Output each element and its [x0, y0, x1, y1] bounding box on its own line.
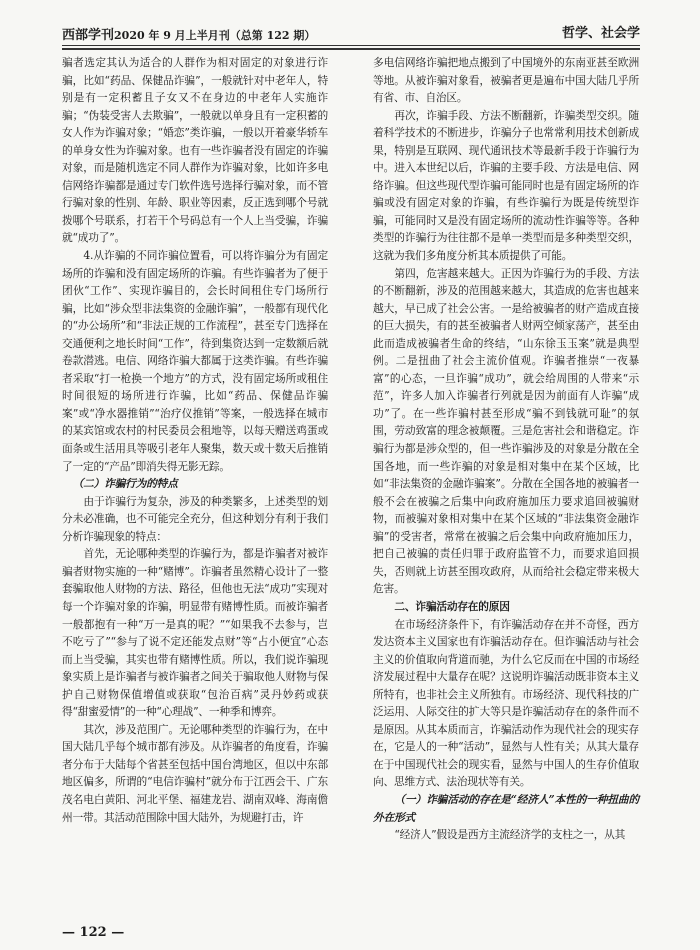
paragraph: 由于诈骗行为复杂，涉及的种类繁多，上述类型的划分未必准确，也不可能完全充分，但这种划分有利于我们分析诈骗现象的特点： — [62, 494, 328, 543]
subsection-heading: （二）诈骗行为的特点 — [72, 477, 178, 491]
paragraph: “经济人”假设是西方主流经济学的支柱之一，从其 — [394, 828, 626, 842]
paragraph: 在市场经济条件下，有诈骗活动存在并不奇怪，西方发达资本主义国家也有诈骗活动存在。但诈骗活动与社会主义的价值取向背道而驰，为什么它反而在中国的市场经济发展过程中大量存在呢？这说明诈骗活动既非资本主义所特有，也非社会主义所独有。市场经济、现代科技的广泛运用、人际交往的扩大等只是诈骗活动存在的条件而不是原因。从其本质而言，诈骗活动作为现代社会的现实存在，它是人的一种“活动”，显然与人性有关；从其大量存在于中国现代社会的现实看，显然与中国人的生存价值取向、思维方式、法治现状等有关。 — [373, 617, 639, 789]
journal-info — [62, 24, 315, 43]
journal-name: 西部学刊 — [62, 28, 115, 43]
left-column — [62, 54, 328, 826]
page-number: — 122 — — [62, 925, 125, 940]
section-name: 哲学、社会学 — [561, 26, 640, 41]
subsection-heading: （一）诈骗活动的存在是“经济人”本性的一种扭曲的外在形式 — [373, 792, 639, 824]
paragraph: 骗者选定其认为适合的人群作为相对固定的对象进行诈骗，比如“药品、保健品诈骗”，一般就针对中老年人，特别是有一定积蓄且子女又不在身边的中老年人实施诈骗；“伪装受害人去欺骗”，一般就以单身且有一定积蓄的女人作为诈骗对象；“婚恋”类诈骗，一般以开着豪华轿车的单身女性为诈骗对象。也有一些诈骗者没有固定的诈骗对象，而是随机选定不同人群作为诈骗对象，比如许多电信网络诈骗都是通过专门软件选号选择行骗对象，而不管行骗对象的性别、年龄、职业等因素，反正选到哪个号就拨哪个号联系，打若干个号码总有一个人上当受骗，诈骗就“成功了”。 — [62, 56, 328, 245]
paragraph: 多电信网络诈骗把地点搬到了中国境外的东南亚甚至欧洲等地。从被诈骗对象看，被骗者更是遍布中国大陆几乎所有省、市、自治区。 — [373, 56, 639, 105]
header-rule-thick — [62, 48, 640, 50]
paragraph: 其次，涉及范围广。无论哪种类型的诈骗行为，在中国大陆几乎每个城市都有涉及。从诈骗者的角度看，诈骗者分布于大陆每个省甚至包括中国台湾地区，但以中东部地区偏多，所谓的“电信诈骗村”就分布于江西会干、广东茂名电白黄阳、河北平堡、福建龙岩、湖南双峰、海南儋州一带。其活动范围除中国大陆外，为规避打击，许 — [62, 722, 328, 824]
right-column — [373, 54, 639, 844]
section-heading: 二、诈骗活动存在的原因 — [394, 599, 510, 613]
issue-info: 2020 年 9 月上半月刊（总第 122 期） — [114, 29, 316, 42]
paragraph: 4.从诈骗的不同诈骗位置看，可以将诈骗分为有固定场所的诈骗和没有固定场所的诈骗。有些诈骗者为了便于团伙“工作”、实现诈骗目的，会长时间租住专门场所行骗，比如“涉众型非法集资的金融诈骗”，一般都有现代化的“办公场所”和“非法正规的工作流程”，甚至专门选择在交通便利之地长时间“工作”，待到集资达到一定数额后就卷款潜逃。电信、网络诈骗大都属于这类诈骗。有些诈骗者采取“打一枪换一个地方”的方式，没有固定场所或租住时间很短的场所进行诈骗，比如“药品、保健品诈骗案”或“净水器推销”“治疗仪推销”等案，一般选择在城市的某宾馆或农村的村民委员会租地等，以每天赠送鸡蛋或面条或生活用具等吸引老年人聚集，数天或十数天后推销了一定的“产品”即消失得无影无踪。 — [62, 249, 328, 473]
paragraph: 第四，危害越来越大。正因为诈骗行为的手段、方法的不断翻新，涉及的范围越来越大，其造成的危害也越来越大，早已成了社会公害。一是给被骗者的财产造成直接的巨大损失，有的甚至被骗者人财两空倾家荡产，甚至由此而造成被骗者生命的终结，“山东徐玉玉案”就是典型例。二是扭曲了社会主流价值观。诈骗者推崇“一夜暴富”的心态，一旦诈骗“成功”，就会给周围的人带来“示范”，许多人加入诈骗者行列就是因为前面有人诈骗“成功”了。在一些诈骗村甚至形成“骗不到钱就可耻”的氛围，劳动致富的理念被颠覆。三是危害社会和谐稳定。诈骗行为都是涉众型的，但一些诈骗涉及的对象是分散在全国各地，而一些诈骗的对象是相对集中在某个区域，比如“非法集资的金融诈骗案”。分散在全国各地的被骗者一般不会在被骗之后集中向政府施加压力要求追回被骗财物，而被骗对象相对集中在某个区域的“非法集资金融诈骗”的受害者，常常在被骗之后会集中向政府施加压力，把自己被骗的责任归罪于政府监管不力，而要求追回损失，否则就上访甚至围攻政府，从而给社会稳定带来极大危害。 — [373, 266, 639, 596]
paragraph: 首先，无论哪种类型的诈骗行为，都是诈骗者对被诈骗者财物实施的一种“赌博”。诈骗者虽然精心设计了一整套骗取他人财物的方法、路径，但他也无法“成功”实现对每一个诈骗对象的诈骗，明显带有赌博性质。而被诈骗者一般都抱有一种“万一是真的呢？”“如果我不去参与，岂不吃亏了”“参与了说不定还能发点财”等“占小便宜”心态而上当受骗，其实也带有赌博性质。所以，我们说诈骗现象实质上是诈骗者与被诈骗者之间关于骗取他人财物与保护自己财物保值增值或获取“包治百病”灵丹妙药或获得“甜蜜爱情”的一种“心理战”、一种季和博弈。 — [62, 547, 328, 719]
header-rule — [62, 45, 640, 46]
running-header — [62, 20, 640, 42]
paragraph: 再次，诈骗手段、方法不断翻新，诈骗类型交织。随着科学技术的不断进步，诈骗分子也常常利用技术创新成果，特别是互联网、现代通讯技术等最新手段于诈骗行为中。进入本世纪以后，诈骗的主要手段、方法是电信、网络诈骗。但这些现代型诈骗可能同时也是有固定场所的诈骗或没有固定对象的诈骗，有些诈骗行为既是传统型诈骗，可能同时又是没有固定场所的流动性诈骗等等。各种类型的诈骗行为往往都不是单一类型而是多种类型交织，这就为我们多角度分析其本质提供了可能。 — [373, 108, 639, 263]
